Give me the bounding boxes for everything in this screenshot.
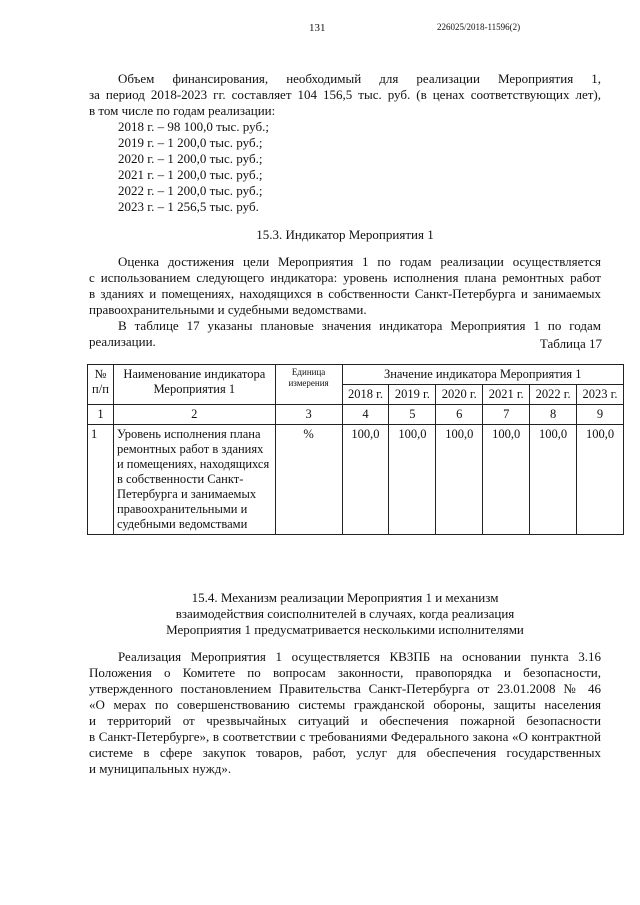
financing-year-2021: 2021 г. – 1 200,0 тыс. руб.; — [118, 167, 263, 182]
header-year: 2023 г. — [577, 385, 624, 405]
financing-line-1: Объем финансирования, необходимый для реализации Мероприятия 1, — [118, 71, 601, 86]
section-15-4-line-8: и муниципальных нужд». — [89, 761, 232, 776]
row-num: 1 — [88, 425, 114, 535]
column-number: 7 — [483, 405, 530, 425]
section-15-3-p1-line-1: Оценка достижения цели Мероприятия 1 по годам реализации осуществляется — [118, 254, 601, 269]
section-15-4-line-7: системе в сфере закупок товаров, работ, услуг для обеспечения государственных — [89, 745, 601, 760]
financing-year-2023: 2023 г. – 1 256,5 тыс. руб. — [118, 199, 259, 214]
section-15-4-heading-line-1: 15.4. Механизм реализации Мероприятия 1 и механизм — [191, 590, 499, 605]
row-value: 100,0 — [530, 425, 577, 535]
header-year: 2021 г. — [483, 385, 530, 405]
financing-year-2020: 2020 г. – 1 200,0 тыс. руб.; — [118, 151, 263, 166]
table-column-numbers-row — [88, 405, 624, 425]
row-value: 100,0 — [483, 425, 530, 535]
table-label: Таблица 17 — [539, 336, 602, 351]
row-value: 100,0 — [577, 425, 624, 535]
row-value: 100,0 — [436, 425, 483, 535]
financing-year-2019: 2019 г. – 1 200,0 тыс. руб.; — [118, 135, 263, 150]
column-number: 2 — [113, 405, 275, 425]
header-year: 2019 г. — [389, 385, 436, 405]
column-number: 4 — [342, 405, 389, 425]
column-number: 8 — [530, 405, 577, 425]
financing-year-2018: 2018 г. – 98 100,0 тыс. руб.; — [118, 119, 269, 134]
section-15-3-p1-line-4: правоохранительными и судебными ведомствами. — [89, 302, 367, 317]
section-15-4-heading-line-3: Мероприятия 1 предусматривается несколькими исполнителями — [166, 622, 524, 637]
column-number: 1 — [88, 405, 114, 425]
table-row — [88, 425, 624, 535]
financing-line-3: в том числе по годам реализации: — [89, 103, 276, 118]
section-15-3-p1-line-2: с использованием следующего индикатора: уровень исполнения плана ремонтных работ — [89, 270, 601, 285]
column-number: 6 — [436, 405, 483, 425]
row-indicator-name: Уровень исполнения плана ремонтных работ в зданиях и помещениях, находящихся в собственности Санкт-Петербурга и занимаемых правоохранительными и судебными ведомствами — [113, 425, 275, 535]
column-number: 9 — [577, 405, 624, 425]
column-number: 5 — [389, 405, 436, 425]
section-15-4-line-4: «О мерах по совершенствованию системы гражданской обороны, защиты населения — [89, 697, 601, 712]
header-indicator-name: Наименование индикатора Мероприятия 1 — [113, 365, 275, 405]
section-15-4-line-6: в Санкт-Петербурге», в соответствии с требованиями Федерального закона «О контрактной — [89, 729, 601, 744]
section-15-4-line-5: и территорий от чрезвычайных ситуаций и обеспечения пожарной безопасности — [89, 713, 601, 728]
row-value: 100,0 — [342, 425, 389, 535]
header-year: 2018 г. — [342, 385, 389, 405]
row-unit: % — [275, 425, 342, 535]
header-num: № п/п — [88, 365, 114, 405]
section-15-3-p2-line-2: реализации. — [89, 334, 156, 349]
section-15-3-heading: 15.3. Индикатор Мероприятия 1 — [256, 227, 434, 242]
section-15-4-line-2: Положения о Комитете по вопросам законности, правопорядка и безопасности, — [89, 665, 601, 680]
section-15-4-line-1: Реализация Мероприятия 1 осуществляется КВЗПБ на основании пункта 3.16 — [118, 649, 601, 664]
section-15-3-p2-line-1: В таблице 17 указаны плановые значения индикатора Мероприятия 1 по годам — [118, 318, 601, 333]
financing-year-2022: 2022 г. – 1 200,0 тыс. руб.; — [118, 183, 263, 198]
document-code: 226025/2018-11596(2) — [437, 22, 521, 32]
section-15-4-line-3: утвержденного постановлением Правительства Санкт-Петербурга от 23.01.2008 № 46 — [89, 681, 601, 696]
page-number: 131 — [309, 22, 326, 34]
row-value: 100,0 — [389, 425, 436, 535]
table-header-row — [88, 365, 624, 385]
column-number: 3 — [275, 405, 342, 425]
header-indicator-values: Значение индикатора Мероприятия 1 — [342, 365, 623, 385]
header-year: 2020 г. — [436, 385, 483, 405]
section-15-3-p1-line-3: в зданиях и помещениях, находящихся в собственности Санкт-Петербурга и занимаемых — [89, 286, 601, 301]
header-unit: Единица измерения — [275, 365, 342, 405]
financing-line-2: за период 2018-2023 гг. составляет 104 156,5 тыс. руб. (в ценах соответствующих лет), — [89, 87, 601, 102]
section-15-4-heading-line-2: взаимодействия соисполнителей в случаях, когда реализация — [175, 606, 515, 621]
indicator-table — [87, 364, 624, 535]
header-year: 2022 г. — [530, 385, 577, 405]
